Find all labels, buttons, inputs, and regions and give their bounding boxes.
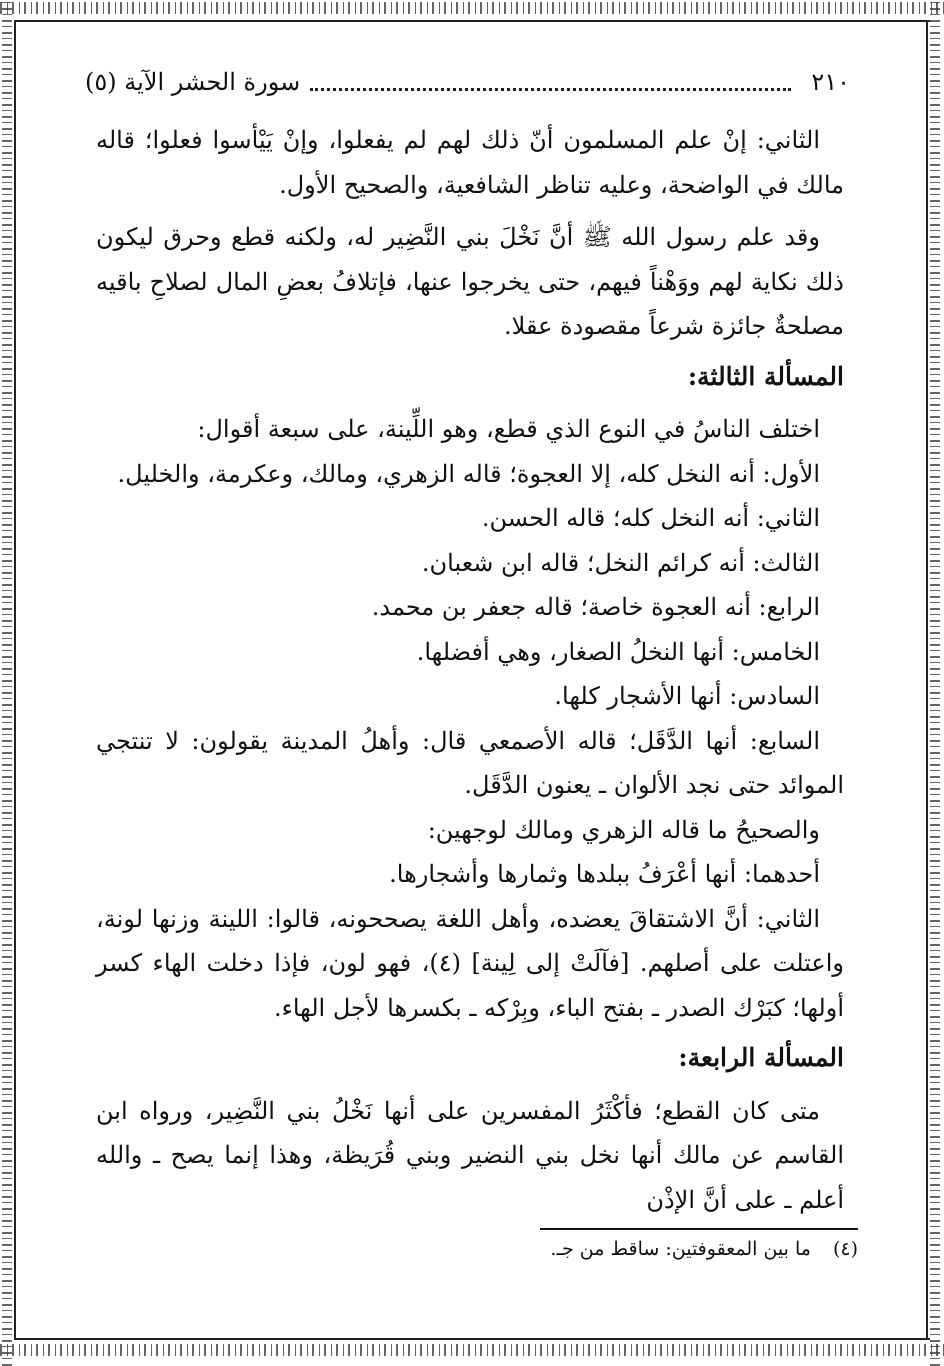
frame-line-top [14,20,930,22]
paragraph: وقد علم رسول الله ﷺ أنَّ نَخْلَ بني النَّضِير له، ولكنه قطع وحرق ليكون ذلك نكاية لهم ووَهْناً فيهم، حتى يخرجوا عنها، فإتلافُ بعضِ المال لصلاحِ باقيه مصلحةٌ جائزة شرعاً مقصودة عقلا. [96,223,844,340]
paragraph: اختلف الناسُ في النوع الذي قطع، وهو اللِّينة، على سبعة أقوال: [197,415,820,443]
header-leader-dots [310,74,791,91]
running-title: سورة الحشر الآية (٥) [85,68,301,96]
paragraph: السابع: أنها الدَّقَل؛ قاله الأصمعي قال: وأهلُ المدينة يقولون: لا تنتجي الموائد حتى نجد الألوان ـ يعنون الدَّقَل. [96,726,844,799]
list-item: الرابع: أنه العجوة خاصة؛ قاله جعفر بن محمد. [371,593,820,621]
list-item: الأول: أنه النخل كله، إلا العجوة؛ قاله الزهري، ومالك، وعكرمة، والخليل. [117,459,820,488]
footnote-separator [540,1228,858,1230]
decorative-border-right [930,0,940,1366]
page-body [96,118,844,1222]
list-item: والصحيحُ ما قاله الزهري ومالك لوجهين: [427,815,820,844]
footnote-number: (٤) [832,1238,858,1260]
page-header [85,62,850,102]
list-item: الخامس: أنها النخلُ الصغار، وهي أفضلها. [416,637,820,666]
frame-line-bottom [14,1338,930,1340]
paragraph: الثاني: إنْ علم المسلمون أنّ ذلك لهم لم يفعلوا، وإنْ يَيْأسوا فعلوا؛ قاله مالك في الواضحة، وعليه تناظر الشافعية، والصحيح الأول. [96,126,844,199]
paragraph: الثاني: أنَّ الاشتقاقَ يعضده، وأهل اللغة يصححونه، قالوا: اللينة وزنها لونة، واعتلت على أصلهم. [فآلَتْ إلى لِينة] (٤)، فهو لون، فإذا دخلت الهاء كسر أولها؛ كبَرْك الصدر ـ بفتح الباء، وبِرْكه ـ بكسرها لأجل الهاء. [96,904,844,1022]
decorative-border-bottom [0,1344,944,1356]
page-number: ٢١٠ [811,68,850,96]
list-item: السادس: أنها الأشجار كلها. [554,682,820,710]
list-item: الثاني: أنه النخل كله؛ قاله الحسن. [481,504,820,532]
section-heading: المسألة الثالثة: [687,361,844,391]
frame-line-right [926,20,928,1340]
decorative-border-top [0,2,944,14]
frame-line-left [14,20,16,1340]
decorative-border-left [2,0,12,1366]
list-item: أحدهما: أنها أعْرَفُ ببلدها وثمارها وأشجارها. [389,860,820,888]
paragraph: متى كان القطع؛ فأكْثَرُ المفسرين على أنها نَخْلُ بني النَّضِير، ورواه ابن القاسم عن مالك أنها نخل بني النضير وبني قُرَيظة، وهذا إنما يصح ـ والله أعلم ـ على أنَّ الإذْن [96,1096,844,1214]
section-heading: المسألة الرابعة: [678,1043,844,1072]
footnote-text: ما بين المعقوفتين: ساقط من جـ. [550,1238,811,1260]
list-item: الثالث: أنه كرائم النخل؛ قاله ابن شعبان. [421,548,820,577]
footnote [480,1238,858,1260]
